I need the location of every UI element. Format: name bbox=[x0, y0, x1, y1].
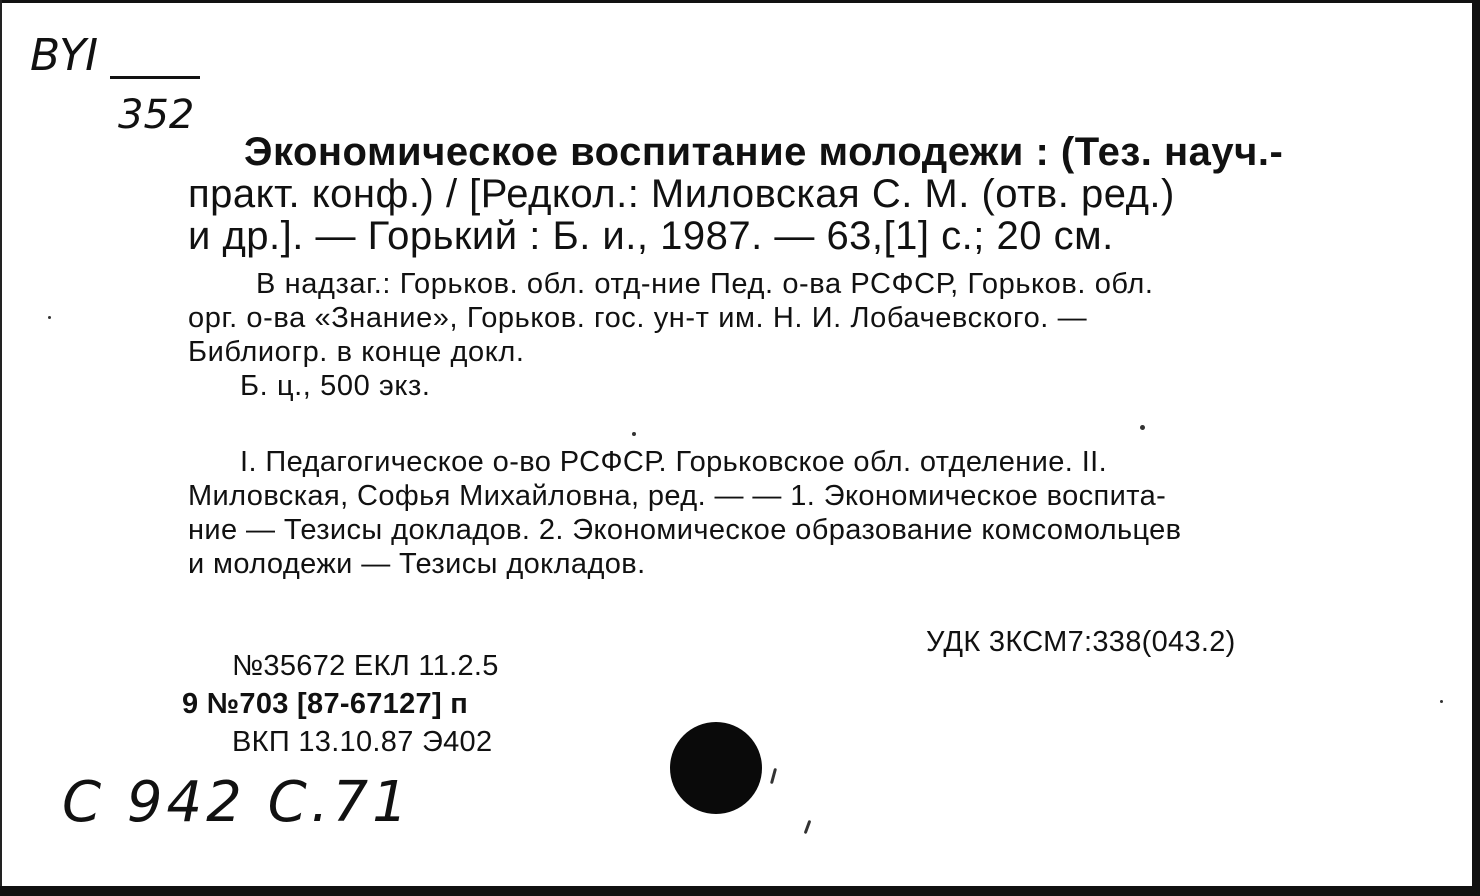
card-edge-top bbox=[0, 0, 1480, 3]
note-line-3: Библиогр. в конце докл. bbox=[188, 336, 525, 368]
scan-speck bbox=[1440, 700, 1443, 703]
subject-line-3: ние — Тезисы докладов. 2. Экономическое образование комсомольцев bbox=[188, 514, 1182, 546]
scan-speck bbox=[804, 820, 812, 834]
note-line-4: Б. ц., 500 экз. bbox=[240, 370, 431, 402]
subject-line-1: I. Педагогическое о-во РСФСР. Горьковское обл. отделение. II. bbox=[240, 446, 1108, 478]
handwritten-shelf-mark: ВҮI bbox=[30, 30, 98, 81]
punch-hole bbox=[670, 722, 762, 814]
scan-speck bbox=[1140, 425, 1145, 430]
title-line-1: Экономическое воспитание молодежи : (Тез. науч.- bbox=[244, 130, 1284, 174]
title-line-3: и др.]. — Горький : Б. и., 1987. — 63,[1] с.; 20 см. bbox=[188, 214, 1114, 258]
scan-speck bbox=[48, 316, 51, 319]
handwritten-rule bbox=[110, 76, 200, 79]
title-line-2: практ. конф.) / [Редкол.: Миловская С. М. (отв. ред.) bbox=[188, 172, 1175, 216]
scan-speck bbox=[632, 432, 636, 436]
catalog-line-3: ВКП 13.10.87 Э402 bbox=[232, 726, 493, 758]
card-edge-left bbox=[0, 0, 2, 896]
card-edge-right bbox=[1472, 0, 1480, 896]
card-edge-bottom bbox=[0, 886, 1480, 896]
handwritten-shelf-number: 352 bbox=[118, 92, 195, 138]
note-line-2: орг. о-ва «Знание», Горьков. гос. ун-т им. Н. И. Лобачевского. — bbox=[188, 302, 1088, 334]
subject-line-4: и молодежи — Тезисы докладов. bbox=[188, 548, 646, 580]
note-line-1: В надзаг.: Горьков. обл. отд-ние Пед. о-ва РСФСР, Горьков. обл. bbox=[256, 268, 1154, 300]
catalog-line-1: №35672 ЕКЛ 11.2.5 bbox=[232, 650, 499, 682]
subject-line-2: Миловская, Софья Михайловна, ред. — — 1. Экономическое воспита- bbox=[188, 480, 1167, 512]
scan-speck bbox=[770, 768, 777, 784]
udk-code: УДК 3КСМ7:338(043.2) bbox=[926, 626, 1236, 658]
handwritten-inventory-mark: С 942 С.71 bbox=[62, 770, 412, 835]
catalog-line-2: 9 №703 [87-67127] п bbox=[182, 688, 469, 720]
